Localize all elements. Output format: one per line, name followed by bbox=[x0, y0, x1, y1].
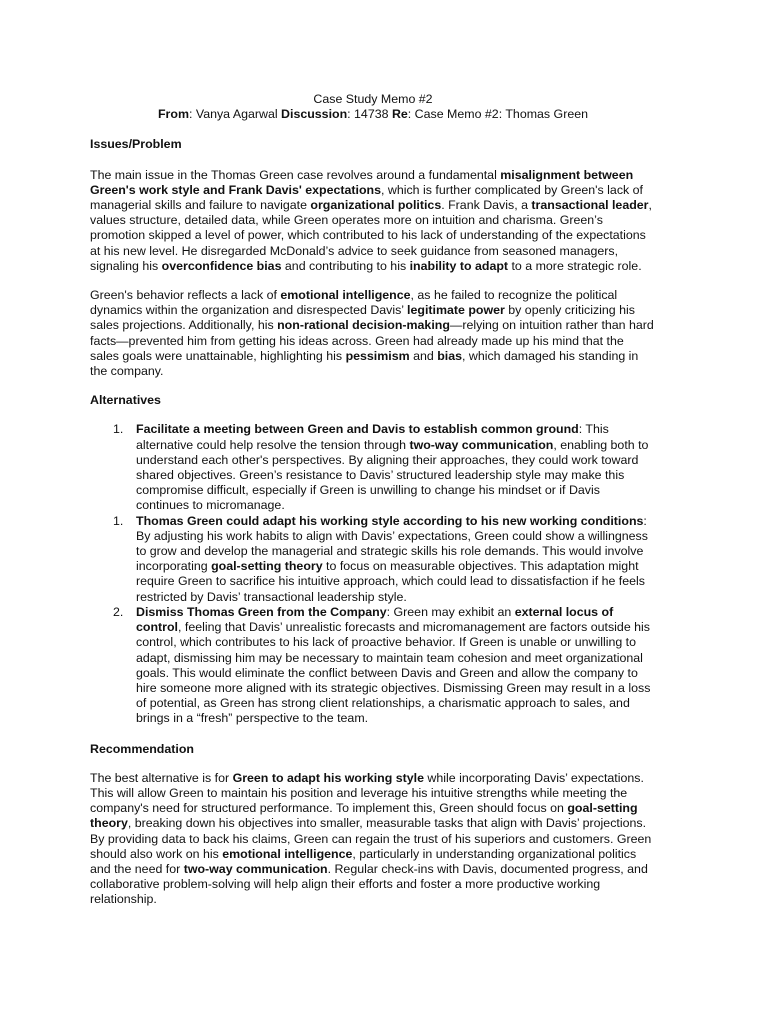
bold-phrase: Green to adapt his working style bbox=[232, 770, 424, 785]
issues-heading: Issues/Problem bbox=[90, 137, 182, 152]
recommendation-heading: Recommendation bbox=[90, 741, 194, 756]
text-run: , enabling both to understand each other's perspectives. By aligning their approaches, they could work toward shared objectives. Green’s resistance to Davis’ structured leadership style may make this compromise difficult, especially if Green is unwilling to change his mindset or if Davis continues to micromanage. bbox=[136, 437, 649, 513]
bold-phrase: emotional intelligence bbox=[222, 846, 353, 861]
from-label: From bbox=[157, 107, 189, 122]
text-run: . Regular check-ins with Davis, documented progress, and collaborative problem-solving will help align their efforts and foster a more productive working relationship. bbox=[90, 861, 648, 907]
bold-phrase: inability to adapt bbox=[409, 258, 509, 273]
alternative-number: 2. bbox=[113, 604, 124, 619]
text-run: , feeling that Davis’ unrealistic forecasts and micromanagement are factors outside his control, which contributes to his lack of proactive behavior. If Green is unable or unwilling to adapt, dismissing him may be necessary to maintain team cohesion and meet organizational goals. This would eliminate the conflict between Davis and Green and allow the company to hire someone more aligned with its strategic objectives. Dismissing Green may result in a loss of potential, as Green has strong client relationships, a charismatic approach to sales, and brings in a “fresh” perspective to the team. bbox=[136, 620, 651, 726]
bold-phrase: goal-setting theory bbox=[90, 801, 638, 831]
text-run: , values structure, detailed data, while Green operates more on intuition and charisma. Green’s promotion skipped a level of power, which contributed to his lack of understanding of the expectations at his new level. He disregarded McDonald’s advice to seek guidance from seasoned managers, signaling his bbox=[90, 198, 652, 273]
bold-phrase: external locus of control bbox=[136, 604, 614, 635]
alternative-text bbox=[136, 514, 648, 604]
discussion-label: Discussion bbox=[281, 107, 348, 122]
bold-phrase: Dismiss Thomas Green from the Company bbox=[136, 604, 387, 619]
text-run: : Green may exhibit an bbox=[386, 604, 515, 619]
text-run: , which damaged his standing in the company. bbox=[90, 348, 639, 379]
issues-paragraph-1 bbox=[90, 168, 656, 274]
memo-meta-line bbox=[90, 107, 656, 122]
bold-phrase: pessimism bbox=[345, 348, 410, 363]
text-run: while incorporating Davis’ expectations. This will allow Green to maintain his position and leverage his intuitive strengths while meeting the company's need for structured performance. To implement this, Green should focus on bbox=[90, 770, 644, 816]
text-run: and contributing to his bbox=[281, 258, 410, 273]
re-value: : Case Memo #2: Thomas Green bbox=[407, 107, 588, 122]
text-run: , which is further complicated by Green's lack of managerial skills and failure to navigate bbox=[90, 182, 643, 213]
bold-phrase: two-way communication bbox=[409, 437, 554, 452]
bold-phrase: goal-setting theory bbox=[211, 559, 323, 574]
bold-phrase: two-way communication bbox=[183, 861, 328, 876]
text-run: The best alternative is for bbox=[90, 770, 233, 785]
bold-phrase: non-rational decision-making bbox=[277, 318, 450, 333]
discussion-value: : 14738 bbox=[347, 107, 392, 122]
text-run: . Frank Davis, a bbox=[441, 198, 532, 213]
from-value: : Vanya Agarwal bbox=[188, 107, 282, 122]
text-run: and bbox=[409, 348, 438, 363]
text-run: The main issue in the Thomas Green case revolves around a fundamental bbox=[90, 167, 501, 182]
alternatives-heading: Alternatives bbox=[90, 393, 161, 408]
bold-phrase: Facilitate a meeting between Green and Davis to establish common ground bbox=[136, 422, 579, 437]
alternative-item-2 bbox=[90, 514, 656, 605]
alternative-number: 1. bbox=[113, 513, 124, 528]
bold-phrase: transactional leader bbox=[531, 198, 649, 213]
memo-page bbox=[90, 92, 656, 908]
re-label: Re bbox=[391, 107, 408, 122]
text-run: Green's behavior reflects a lack of bbox=[90, 288, 281, 303]
text-run: , particularly in understanding organizational politics and the need for bbox=[90, 846, 637, 876]
recommendation-paragraph bbox=[90, 771, 656, 908]
alternative-text bbox=[136, 605, 650, 725]
alternative-item-1 bbox=[90, 422, 656, 513]
text-run: —relying on intuition rather than hard facts—prevented him from getting his ideas across. Green had already made up his mind that the sales goals were unattainable, highlighting his bbox=[90, 318, 654, 363]
text-run: , breaking down his objectives into smaller, measurable tasks that align with Davis’ projections. By providing data to back his claims, Green can regain the trust of his superiors and customers. Green should also work on his bbox=[90, 816, 652, 861]
text-run: , as he failed to recognize the political dynamics within the organization and disrespected Davis’ bbox=[90, 288, 618, 318]
text-run: : This alternative could help resolve the tension through bbox=[136, 422, 609, 452]
alternative-text bbox=[136, 422, 648, 512]
text-run: to focus on measurable objectives. This adaptation might require Green to sacrifice his intuitive approach, which could lead to dissatisfaction if he feels restricted by Davis’ transactional leadership style. bbox=[136, 559, 645, 604]
bold-phrase: Thomas Green could adapt his working style according to his new working conditions bbox=[136, 513, 644, 528]
bold-phrase: bias bbox=[437, 348, 462, 363]
bold-phrase: emotional intelligence bbox=[280, 288, 411, 303]
alternative-item-3 bbox=[90, 605, 656, 727]
alternative-number: 1. bbox=[113, 422, 124, 437]
alternatives-list bbox=[90, 422, 656, 726]
memo-title: Case Study Memo #2 bbox=[313, 92, 433, 106]
bold-phrase: organizational politics bbox=[310, 198, 442, 213]
issues-paragraph-2 bbox=[90, 288, 656, 379]
text-run: to a more strategic role. bbox=[508, 258, 642, 273]
text-run: by openly criticizing his sales projections. Additionally, his bbox=[90, 303, 635, 333]
bold-phrase: misalignment between Green's work style and Frank Davis' expectations bbox=[90, 167, 634, 197]
text-run: : By adjusting his work habits to align with Davis’ expectations, Green could show a willingness to grow and develop the managerial and strategic skills his role demands. This would involve incorporating bbox=[136, 513, 648, 574]
bold-phrase: overconfidence bias bbox=[161, 258, 282, 273]
bold-phrase: legitimate power bbox=[407, 303, 505, 318]
